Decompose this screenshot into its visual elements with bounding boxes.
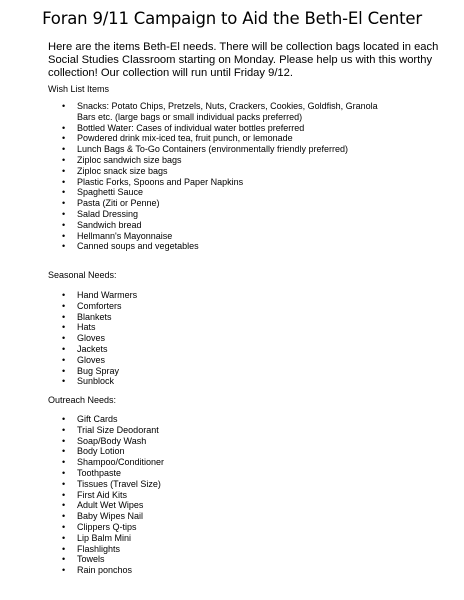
list-item-text: Clippers Q-tips [77, 521, 137, 532]
list-item-text: Bottled Water: Cases of individual water bottles preferred [77, 122, 305, 133]
bullet-icon: • [62, 532, 66, 543]
list-item [0, 522, 164, 533]
bullet-icon: • [62, 101, 66, 111]
list-item-text: Adult Wet Wipes [77, 500, 144, 511]
list-item [0, 177, 397, 188]
list-item-text: Lip Balm Mini [77, 532, 132, 543]
list-item-text: Pasta (Ziti or Penne) [77, 198, 160, 209]
bullet-icon: • [62, 467, 66, 478]
list-item-text: Salad Dressing [77, 208, 139, 219]
list-item [0, 101, 397, 123]
list-item-text: Ziploc sandwich size bags [77, 154, 182, 165]
list-item [0, 425, 164, 436]
bullet-icon: • [62, 290, 66, 300]
list-item-text: Comforters [77, 300, 122, 311]
list-item [0, 446, 164, 457]
list-item [0, 198, 397, 209]
bullet-icon: • [62, 478, 66, 489]
bullet-icon: • [62, 187, 66, 198]
bullet-icon: • [62, 165, 66, 176]
bullet-icon: • [62, 219, 66, 230]
bullet-icon: • [62, 489, 66, 500]
bullet-icon: • [62, 424, 66, 435]
list-item-text: Sandwich bread [77, 219, 142, 230]
list-item [0, 322, 137, 333]
list-item-text: Shampoo/Conditioner [77, 457, 165, 468]
list-item [0, 187, 397, 198]
list-item [0, 414, 164, 425]
bullet-icon: • [62, 354, 66, 365]
list-item [0, 544, 164, 555]
bullet-icon: • [62, 208, 66, 219]
list-item [0, 490, 164, 501]
list-item [0, 155, 397, 166]
seasonal-list [0, 290, 137, 387]
list-item [0, 376, 137, 387]
list-item-text: Toothpaste [77, 467, 122, 478]
list-item [0, 144, 397, 155]
list-item-text: Ziploc snack size bags [77, 165, 168, 176]
list-item [0, 241, 397, 252]
list-item [0, 133, 397, 144]
list-item-text: Tissues (Travel Size) [77, 478, 161, 489]
list-item [0, 468, 164, 479]
list-item-text: Flashlights [77, 543, 121, 554]
bullet-icon: • [62, 376, 66, 387]
list-item [0, 355, 137, 366]
outreach-heading: Outreach Needs: [48, 395, 117, 405]
bullet-icon: • [62, 554, 66, 565]
bullet-icon: • [62, 414, 66, 424]
list-item-text: Sunblock [77, 376, 115, 387]
list-item-text: Baby Wipes Nail [77, 511, 144, 522]
wish-list [0, 101, 397, 252]
bullet-icon: • [62, 500, 66, 511]
list-item [0, 479, 164, 490]
list-item [0, 166, 397, 177]
bullet-icon: • [62, 435, 66, 446]
list-item [0, 500, 164, 511]
list-item [0, 290, 137, 301]
list-item-text: Spaghetti Sauce [77, 187, 144, 198]
list-item-text: Body Lotion [77, 446, 125, 457]
bullet-icon: • [62, 300, 66, 311]
bullet-icon: • [62, 144, 66, 155]
bullet-icon: • [62, 446, 66, 457]
list-item-text: Rain ponchos [77, 565, 133, 576]
list-item-text: Blankets [77, 311, 112, 322]
list-item-text: Towels [77, 554, 105, 565]
list-item [0, 511, 164, 522]
list-item-text: Soap/Body Wash [77, 435, 147, 446]
list-item [0, 457, 164, 468]
list-item [0, 123, 397, 134]
list-item [0, 565, 164, 576]
outreach-list [0, 414, 164, 576]
list-item [0, 436, 164, 447]
list-item [0, 312, 137, 323]
list-item-text: Hats [77, 322, 96, 333]
bullet-icon: • [62, 521, 66, 532]
intro-paragraph: Here are the items Beth-El needs. There will be collection bags located in each Social Studies Classroom starting on Monday. Please help us with this worthy collection! Our collection will run until Friday 9/12. [48, 41, 439, 80]
bullet-icon: • [62, 176, 66, 187]
list-item [0, 209, 397, 220]
list-item-text: Gift Cards [77, 414, 118, 424]
bullet-icon: • [62, 343, 66, 354]
bullet-icon: • [62, 122, 66, 133]
bullet-icon: • [62, 333, 66, 344]
bullet-icon: • [62, 365, 66, 376]
bullet-icon: • [62, 198, 66, 209]
list-item-text: Hand Warmers [77, 290, 138, 300]
bullet-icon: • [62, 565, 66, 576]
list-item-text: Powdered drink mix-iced tea, fruit punch, or lemonade [77, 133, 293, 144]
list-item-text: Snacks: Potato Chips, Pretzels, Nuts, Crackers, Cookies, Goldfish, Granola Bars etc. (large bags or small individual packs preferred) [77, 101, 378, 122]
bullet-icon: • [62, 457, 66, 468]
list-item [0, 333, 137, 344]
list-item-text: First Aid Kits [77, 489, 128, 500]
bullet-icon: • [62, 133, 66, 144]
list-item-text: Gloves [77, 354, 106, 365]
list-item [0, 344, 137, 355]
list-item-text: Bug Spray [77, 365, 120, 376]
list-item [0, 220, 397, 231]
list-item [0, 366, 137, 377]
wish-list-heading: Wish List Items [48, 84, 110, 94]
bullet-icon: • [62, 230, 66, 241]
bullet-icon: • [62, 322, 66, 333]
list-item [0, 301, 137, 312]
list-item [0, 533, 164, 544]
list-item-text: Gloves [77, 333, 106, 344]
page-title: Foran 9/11 Campaign to Aid the Beth-El Center [42, 9, 422, 28]
list-item-text: Trial Size Deodorant [77, 424, 159, 435]
bullet-icon: • [62, 543, 66, 554]
seasonal-heading: Seasonal Needs: [48, 270, 117, 280]
list-item-text: Canned soups and vegetables [77, 241, 199, 252]
list-item [0, 554, 164, 565]
list-item-text: Plastic Forks, Spoons and Paper Napkins [77, 176, 244, 187]
bullet-icon: • [62, 241, 66, 252]
bullet-icon: • [62, 511, 66, 522]
list-item-text: Hellmann's Mayonnaise [77, 230, 173, 241]
bullet-icon: • [62, 311, 66, 322]
list-item [0, 231, 397, 242]
list-item-text: Lunch Bags & To-Go Containers (environmentally friendly preferred) [77, 144, 348, 155]
list-item-text: Jackets [77, 343, 108, 354]
bullet-icon: • [62, 154, 66, 165]
